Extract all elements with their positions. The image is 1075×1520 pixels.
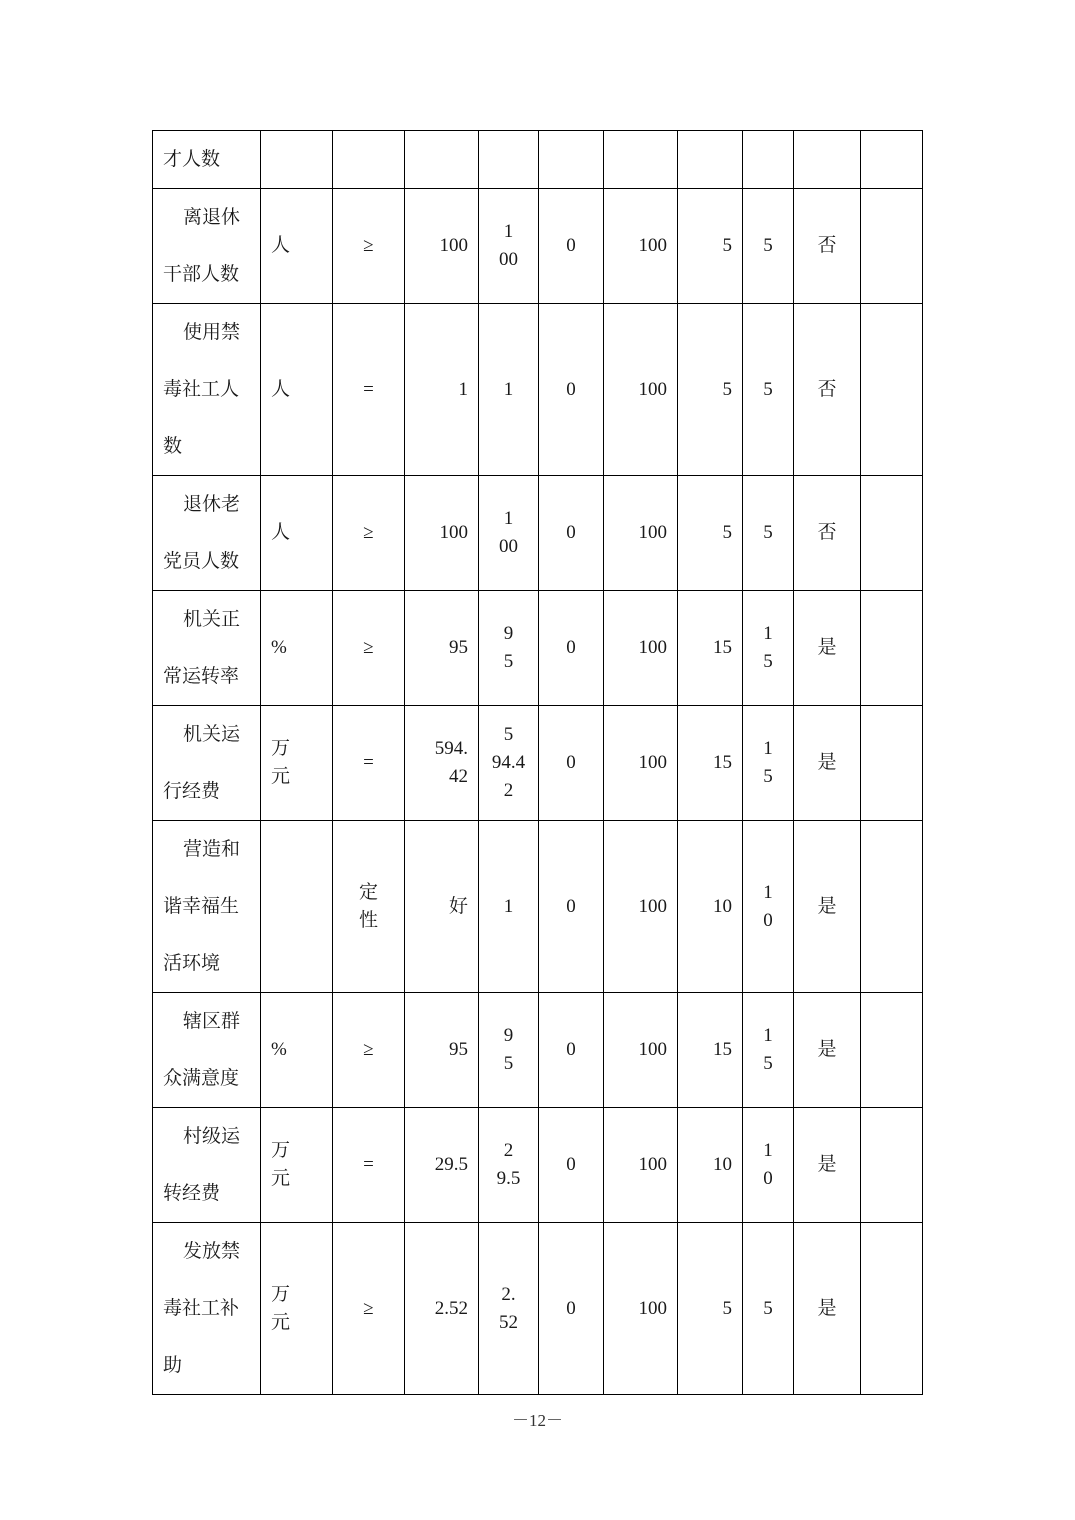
- high-bound-cell: [604, 821, 678, 993]
- high-bound-cell: [604, 189, 678, 304]
- cell-text-line: 活环境: [163, 953, 221, 974]
- cell-text: 100: [638, 1154, 667, 1175]
- target-value-cell: [405, 476, 479, 591]
- cell-text-line: 发放禁: [183, 1241, 241, 1262]
- cell-text-line: 党员人数: [163, 551, 240, 572]
- cell-text-line: 594.: [434, 738, 468, 759]
- cell-text-line: 5: [763, 522, 773, 543]
- cell-text-line: 1: [763, 738, 773, 759]
- cell-text-line: 毒社工人: [163, 379, 240, 400]
- unit-cell: [261, 821, 333, 993]
- table-row: [153, 993, 923, 1108]
- met-flag-cell: [794, 1108, 861, 1223]
- cell-text-line: 100: [439, 235, 468, 256]
- cell-text-line: 52: [499, 1311, 518, 1333]
- low-bound-cell: [539, 304, 604, 476]
- cell-text-line: ≥: [363, 1039, 374, 1060]
- cell-text-line: 元: [271, 1168, 291, 1189]
- note-cell: [861, 1108, 923, 1223]
- met-flag-cell: [794, 993, 861, 1108]
- indicator-name-cell: [153, 476, 261, 591]
- cell-text-line: 42: [449, 766, 468, 787]
- note-cell: [861, 131, 923, 189]
- table-row: [153, 821, 923, 993]
- operator-cell: [333, 1223, 405, 1395]
- table-row: [153, 131, 923, 189]
- indicator-name-cell: [153, 1108, 261, 1223]
- target-value-cell: [405, 821, 479, 993]
- score-cell: [743, 476, 794, 591]
- cell-text: 是: [817, 752, 837, 773]
- cell-text: 否: [817, 235, 837, 256]
- cell-text-line: 人: [271, 378, 291, 400]
- cell-text: 100: [638, 752, 667, 773]
- actual-value-cell: [479, 189, 539, 304]
- cell-text: 是: [817, 1154, 837, 1175]
- note-cell: [861, 591, 923, 706]
- cell-text: 是: [817, 637, 837, 658]
- cell-text-line: 2: [503, 1140, 514, 1161]
- cell-text: 100: [638, 637, 667, 658]
- cell-text-line: 数: [163, 436, 183, 457]
- cell-text-line: 万: [271, 1283, 291, 1305]
- cell-text-line: ≥: [363, 1297, 374, 1319]
- unit-cell: [261, 189, 333, 304]
- cell-text: 0: [566, 1154, 576, 1175]
- cell-text: 100: [638, 1039, 667, 1060]
- cell-text-line: 1: [763, 623, 773, 644]
- cell-text-line: 人: [271, 522, 291, 543]
- score-cell: [743, 821, 794, 993]
- weight-cell: [678, 821, 743, 993]
- operator-cell: [333, 706, 405, 821]
- operator-cell: [333, 591, 405, 706]
- table-row: [153, 706, 923, 821]
- high-bound-cell: [604, 1108, 678, 1223]
- cell-text: 100: [638, 378, 667, 400]
- cell-text-line: 5: [503, 724, 514, 745]
- indicator-name-cell: [153, 304, 261, 476]
- cell-text: 5: [722, 378, 732, 400]
- low-bound-cell: [539, 591, 604, 706]
- cell-text-line: %: [271, 637, 287, 658]
- cell-text-line: 9.5: [496, 1168, 521, 1189]
- met-flag-cell: [794, 189, 861, 304]
- cell-text-line: 1: [503, 508, 514, 529]
- low-bound-cell: [539, 476, 604, 591]
- cell-text-line: 1: [503, 378, 514, 400]
- target-value-cell: [405, 1108, 479, 1223]
- unit-cell: [261, 304, 333, 476]
- cell-text-line: 众满意度: [163, 1068, 240, 1089]
- high-bound-cell: [604, 131, 678, 189]
- high-bound-cell: [604, 706, 678, 821]
- score-cell: [743, 189, 794, 304]
- weight-cell: [678, 476, 743, 591]
- cell-text-line: 使用禁: [183, 322, 241, 343]
- weight-cell: [678, 131, 743, 189]
- cell-text-line: 转经费: [163, 1183, 221, 1204]
- cell-text-line: 1: [763, 1140, 773, 1161]
- indicator-name-cell: [153, 591, 261, 706]
- unit-cell: [261, 591, 333, 706]
- target-value-cell: [405, 591, 479, 706]
- cell-text-line: ≥: [363, 522, 374, 543]
- cell-text-line: 0: [763, 1168, 773, 1189]
- cell-text-line: 元: [271, 1311, 291, 1333]
- cell-text: 100: [638, 895, 667, 917]
- cell-text-line: 95: [449, 1039, 468, 1060]
- cell-text-line: 离退休: [183, 207, 241, 228]
- cell-text-line: 万: [271, 1140, 291, 1161]
- operator-cell: [333, 821, 405, 993]
- cell-text: 10: [713, 895, 732, 917]
- cell-text: 5: [722, 235, 732, 256]
- met-flag-cell: [794, 131, 861, 189]
- cell-text-line: 1: [763, 881, 773, 903]
- cell-text-line: 100: [439, 522, 468, 543]
- actual-value-cell: [479, 304, 539, 476]
- indicator-name-cell: [153, 706, 261, 821]
- cell-text-line: 9: [503, 1025, 514, 1046]
- cell-text-line: 干部人数: [163, 264, 240, 285]
- unit-cell: [261, 1108, 333, 1223]
- weight-cell: [678, 706, 743, 821]
- actual-value-cell: [479, 1223, 539, 1395]
- cell-text: 15: [713, 1039, 732, 1060]
- note-cell: [861, 304, 923, 476]
- actual-value-cell: [479, 131, 539, 189]
- actual-value-cell: [479, 821, 539, 993]
- cell-text-line: 毒社工补: [163, 1298, 240, 1319]
- cell-text-line: 5: [763, 378, 773, 400]
- cell-text-line: 机关正: [183, 609, 241, 630]
- cell-text-line: 谐幸福生: [163, 896, 240, 917]
- note-cell: [861, 1223, 923, 1395]
- cell-text-line: 2.52: [434, 1297, 468, 1319]
- score-cell: [743, 591, 794, 706]
- cell-text: 5: [722, 522, 732, 543]
- cell-text-line: 5: [763, 1053, 773, 1074]
- page-number: －12－: [512, 1411, 563, 1430]
- table-row: [153, 189, 923, 304]
- cell-text-line: 才人数: [163, 149, 221, 170]
- indicator-name-cell: [153, 821, 261, 993]
- cell-text-line: 0: [763, 909, 773, 931]
- cell-text-line: 万: [271, 738, 291, 759]
- table-row: [153, 1108, 923, 1223]
- cell-text-line: 好: [448, 895, 468, 917]
- table-row: [153, 304, 923, 476]
- indicator-name-cell: [153, 1223, 261, 1395]
- cell-text-line: 村级运: [183, 1126, 241, 1147]
- score-cell: [743, 1223, 794, 1395]
- cell-text-line: 00: [499, 249, 518, 270]
- cell-text-line: %: [271, 1039, 287, 1060]
- cell-text-line: 5: [763, 1297, 773, 1319]
- met-flag-cell: [794, 1223, 861, 1395]
- table-row: [153, 591, 923, 706]
- cell-text-line: 行经费: [163, 781, 221, 802]
- operator-cell: [333, 1108, 405, 1223]
- cell-text: 100: [638, 235, 667, 256]
- cell-text-line: 5: [763, 766, 773, 787]
- met-flag-cell: [794, 476, 861, 591]
- unit-cell: [261, 706, 333, 821]
- cell-text-line: 95: [449, 637, 468, 658]
- cell-text: 0: [566, 895, 576, 917]
- cell-text: 0: [566, 1297, 576, 1319]
- score-cell: [743, 1108, 794, 1223]
- operator-cell: [333, 131, 405, 189]
- note-cell: [861, 189, 923, 304]
- score-cell: [743, 304, 794, 476]
- met-flag-cell: [794, 304, 861, 476]
- cell-text: 0: [566, 637, 576, 658]
- weight-cell: [678, 1223, 743, 1395]
- low-bound-cell: [539, 1223, 604, 1395]
- note-cell: [861, 993, 923, 1108]
- weight-cell: [678, 993, 743, 1108]
- target-value-cell: [405, 131, 479, 189]
- low-bound-cell: [539, 131, 604, 189]
- target-value-cell: [405, 993, 479, 1108]
- cell-text-line: 5: [503, 651, 514, 672]
- weight-cell: [678, 304, 743, 476]
- cell-text: 0: [566, 752, 576, 773]
- cell-text: 100: [638, 1297, 667, 1319]
- table-row: [153, 476, 923, 591]
- unit-cell: [261, 993, 333, 1108]
- cell-text: 15: [713, 752, 732, 773]
- note-cell: [861, 476, 923, 591]
- cell-text-line: ≥: [363, 235, 374, 256]
- indicator-name-cell: [153, 993, 261, 1108]
- cell-text-line: 9: [503, 623, 514, 644]
- low-bound-cell: [539, 821, 604, 993]
- cell-text-line: 助: [163, 1355, 183, 1376]
- cell-text-line: 性: [358, 909, 378, 931]
- cell-text: 100: [638, 522, 667, 543]
- low-bound-cell: [539, 1108, 604, 1223]
- cell-text-line: 人: [271, 235, 291, 256]
- high-bound-cell: [604, 304, 678, 476]
- high-bound-cell: [604, 993, 678, 1108]
- cell-text-line: 1: [763, 1025, 773, 1046]
- cell-text: 是: [817, 1297, 837, 1319]
- unit-cell: [261, 476, 333, 591]
- cell-text-line: 元: [271, 766, 291, 787]
- low-bound-cell: [539, 706, 604, 821]
- target-value-cell: [405, 189, 479, 304]
- cell-text-line: ≥: [363, 637, 374, 658]
- operator-cell: [333, 189, 405, 304]
- cell-text: 0: [566, 522, 576, 543]
- actual-value-cell: [479, 591, 539, 706]
- cell-text-line: 5: [763, 235, 773, 256]
- table-row: [153, 1223, 923, 1395]
- weight-cell: [678, 189, 743, 304]
- actual-value-cell: [479, 706, 539, 821]
- cell-text-line: 1: [458, 378, 468, 400]
- cell-text-line: 1: [503, 895, 514, 917]
- score-cell: [743, 993, 794, 1108]
- actual-value-cell: [479, 993, 539, 1108]
- cell-text-line: 2: [503, 780, 514, 801]
- cell-text-line: 常运转率: [163, 666, 240, 687]
- indicator-name-cell: [153, 189, 261, 304]
- cell-text: 否: [817, 378, 837, 400]
- operator-cell: [333, 476, 405, 591]
- cell-text-line: 00: [499, 536, 518, 557]
- cell-text-line: 定: [358, 881, 378, 903]
- cell-text-line: 5: [763, 651, 773, 672]
- note-cell: [861, 821, 923, 993]
- cell-text: 是: [817, 1039, 837, 1060]
- cell-text-line: 94.4: [491, 752, 526, 773]
- target-value-cell: [405, 706, 479, 821]
- met-flag-cell: [794, 706, 861, 821]
- actual-value-cell: [479, 1108, 539, 1223]
- weight-cell: [678, 591, 743, 706]
- low-bound-cell: [539, 189, 604, 304]
- score-cell: [743, 131, 794, 189]
- cell-text-line: 1: [503, 221, 514, 242]
- cell-text-line: 5: [503, 1053, 514, 1074]
- cell-text-line: =: [363, 1154, 374, 1175]
- cell-text: 5: [722, 1297, 732, 1319]
- cell-text-line: 退休老: [183, 494, 241, 515]
- target-value-cell: [405, 304, 479, 476]
- low-bound-cell: [539, 993, 604, 1108]
- score-cell: [743, 706, 794, 821]
- operator-cell: [333, 304, 405, 476]
- performance-table: [152, 130, 923, 1395]
- note-cell: [861, 706, 923, 821]
- unit-cell: [261, 131, 333, 189]
- cell-text-line: 29.5: [434, 1154, 468, 1175]
- cell-text-line: 2.: [501, 1283, 516, 1305]
- met-flag-cell: [794, 821, 861, 993]
- unit-cell: [261, 1223, 333, 1395]
- table-body: [153, 131, 923, 1395]
- cell-text: 0: [566, 235, 576, 256]
- cell-text: 是: [817, 895, 837, 917]
- high-bound-cell: [604, 1223, 678, 1395]
- cell-text: 15: [713, 637, 732, 658]
- actual-value-cell: [479, 476, 539, 591]
- cell-text-line: =: [363, 752, 374, 773]
- weight-cell: [678, 1108, 743, 1223]
- cell-text-line: 机关运: [183, 724, 241, 745]
- cell-text: 10: [713, 1154, 732, 1175]
- cell-text-line: =: [363, 378, 374, 400]
- cell-text-line: 营造和: [183, 839, 241, 860]
- high-bound-cell: [604, 476, 678, 591]
- target-value-cell: [405, 1223, 479, 1395]
- met-flag-cell: [794, 591, 861, 706]
- operator-cell: [333, 993, 405, 1108]
- cell-text-line: 辖区群: [183, 1011, 241, 1032]
- cell-text: 0: [566, 1039, 576, 1060]
- cell-text: 否: [817, 522, 837, 543]
- indicator-name-cell: [153, 131, 261, 189]
- high-bound-cell: [604, 591, 678, 706]
- cell-text: 0: [566, 378, 576, 400]
